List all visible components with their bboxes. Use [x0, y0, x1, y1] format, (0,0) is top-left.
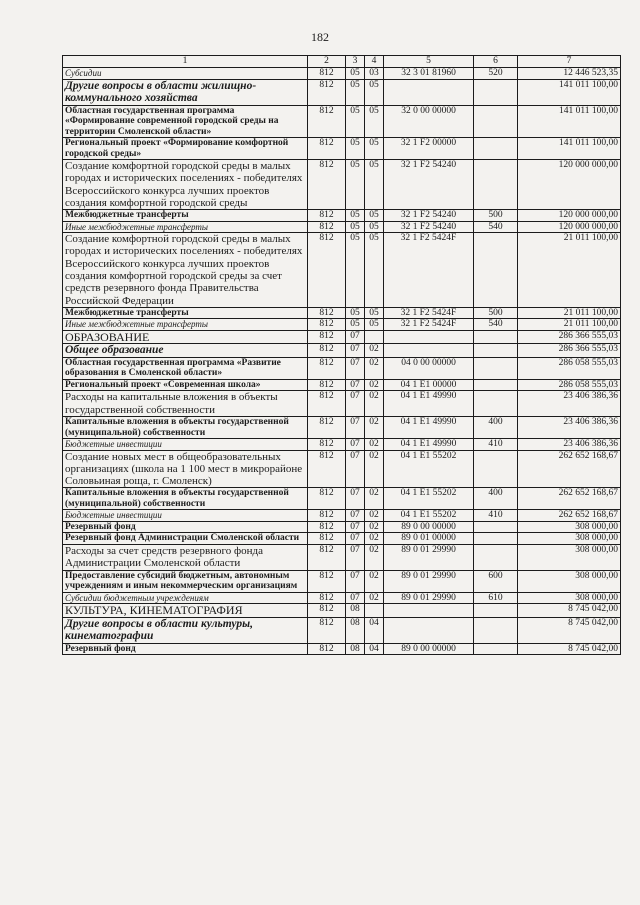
code-expense-type: 410: [474, 439, 518, 451]
row-name: Создание комфортной городской среды в малых городах и исторических поселениях - победителях Всероссийского конкурса лучших проектов создания комфортной городской среды за счет средств резервного фонда Правительства Российской Федерации: [63, 233, 308, 308]
code-expense-type: 610: [474, 592, 518, 604]
column-header-2: 2: [308, 56, 346, 68]
code-expense-type: 600: [474, 570, 518, 592]
table-row: [63, 604, 621, 618]
code-section: 05: [346, 105, 365, 138]
amount: 8 745 042,00: [518, 643, 621, 655]
table-row: [63, 344, 621, 358]
code-target-article: 89 0 01 29990: [384, 570, 474, 592]
code-subsection: 05: [365, 79, 384, 105]
code-section: 07: [346, 379, 365, 391]
table-row: [63, 450, 621, 488]
code-subsection: 02: [365, 510, 384, 522]
table-row: [63, 391, 621, 417]
amount: 141 011 100,00: [518, 105, 621, 138]
code-subsection: 05: [365, 138, 384, 160]
code-subsection: 02: [365, 344, 384, 358]
table-row: [63, 233, 621, 308]
column-header-7: 7: [518, 56, 621, 68]
code-subsection: 05: [365, 319, 384, 331]
code-ministry: 812: [308, 68, 346, 80]
row-name: Иные межбюджетные трансферты: [63, 221, 308, 233]
code-target-article: [384, 79, 474, 105]
amount: 120 000 000,00: [518, 221, 621, 233]
amount: 8 745 042,00: [518, 617, 621, 643]
code-ministry: 812: [308, 319, 346, 331]
table-row: [63, 160, 621, 210]
page-number: 182: [311, 30, 329, 44]
code-expense-type: 520: [474, 68, 518, 80]
amount: 8 745 042,00: [518, 604, 621, 618]
code-ministry: 812: [308, 330, 346, 344]
code-section: 07: [346, 417, 365, 439]
table-row: [63, 68, 621, 80]
amount: 23 406 386,36: [518, 439, 621, 451]
code-section: 07: [346, 344, 365, 358]
code-ministry: 812: [308, 450, 346, 488]
code-section: 05: [346, 221, 365, 233]
table-row: [63, 488, 621, 510]
table-row: [63, 521, 621, 533]
code-ministry: 812: [308, 160, 346, 210]
code-expense-type: 500: [474, 307, 518, 319]
code-section: 07: [346, 570, 365, 592]
row-name: Капитальные вложения в объекты государственной (муниципальной) собственности: [63, 488, 308, 510]
code-section: 08: [346, 617, 365, 643]
code-target-article: 32 1 F2 54240: [384, 221, 474, 233]
code-section: 05: [346, 307, 365, 319]
code-section: 08: [346, 604, 365, 618]
row-name: Создание новых мест в общеобразовательных организациях (школа на 1 100 мест в микрорайоне Соловьиная роща, г. Смоленск): [63, 450, 308, 488]
code-ministry: 812: [308, 221, 346, 233]
code-ministry: 812: [308, 391, 346, 417]
code-target-article: 89 0 01 00000: [384, 533, 474, 545]
code-ministry: 812: [308, 105, 346, 138]
code-ministry: 812: [308, 307, 346, 319]
code-ministry: 812: [308, 570, 346, 592]
column-header-5: 5: [384, 56, 474, 68]
code-section: 07: [346, 450, 365, 488]
row-name: Субсидии: [63, 68, 308, 80]
table-row: [63, 417, 621, 439]
code-expense-type: 400: [474, 488, 518, 510]
code-section: 07: [346, 391, 365, 417]
code-ministry: 812: [308, 379, 346, 391]
row-name: Областная государственная программа «Развитие образования в Смоленской области»: [63, 357, 308, 379]
table-row: [63, 379, 621, 391]
table-body: [63, 68, 621, 655]
row-name: Резервный фонд: [63, 643, 308, 655]
column-header-6: 6: [474, 56, 518, 68]
code-target-article: 32 1 F2 00000: [384, 138, 474, 160]
code-expense-type: 540: [474, 221, 518, 233]
table-row: [63, 79, 621, 105]
code-ministry: 812: [308, 439, 346, 451]
code-target-article: 04 1 E1 49990: [384, 417, 474, 439]
row-name: Капитальные вложения в объекты государственной (муниципальной) собственности: [63, 417, 308, 439]
code-target-article: [384, 330, 474, 344]
row-name: Расходы за счет средств резервного фонда Администрации Смоленской области: [63, 544, 308, 570]
code-expense-type: [474, 233, 518, 308]
code-expense-type: [474, 160, 518, 210]
amount: 12 446 523,35: [518, 68, 621, 80]
code-subsection: 02: [365, 592, 384, 604]
code-target-article: [384, 344, 474, 358]
code-target-article: 89 0 00 00000: [384, 643, 474, 655]
table-row: [63, 510, 621, 522]
row-name: Бюджетные инвестиции: [63, 510, 308, 522]
row-name: Другие вопросы в области жилищно-коммунального хозяйства: [63, 79, 308, 105]
code-expense-type: [474, 330, 518, 344]
code-target-article: 04 1 E1 55202: [384, 510, 474, 522]
code-expense-type: [474, 521, 518, 533]
column-header-4: 4: [365, 56, 384, 68]
row-name: Создание комфортной городской среды в малых городах и исторических поселениях - победителях Всероссийского конкурса лучших проектов создания комфортной городской среды: [63, 160, 308, 210]
code-section: 07: [346, 510, 365, 522]
code-expense-type: [474, 544, 518, 570]
table-row: [63, 570, 621, 592]
amount: 286 058 555,03: [518, 357, 621, 379]
table-row: [63, 357, 621, 379]
code-expense-type: [474, 79, 518, 105]
code-expense-type: [474, 344, 518, 358]
code-expense-type: 540: [474, 319, 518, 331]
table-row: [63, 105, 621, 138]
code-ministry: 812: [308, 344, 346, 358]
code-subsection: 02: [365, 533, 384, 545]
code-subsection: 02: [365, 521, 384, 533]
code-subsection: 02: [365, 357, 384, 379]
code-target-article: 32 0 00 00000: [384, 105, 474, 138]
code-target-article: 89 0 01 29990: [384, 544, 474, 570]
budget-table: [62, 55, 621, 655]
code-expense-type: [474, 643, 518, 655]
row-name: Расходы на капитальные вложения в объекты государственной собственности: [63, 391, 308, 417]
row-name: Областная государственная программа «Формирование современной городской среды на территории Смоленской области»: [63, 105, 308, 138]
code-subsection: 05: [365, 233, 384, 308]
code-section: 05: [346, 68, 365, 80]
amount: 23 406 386,36: [518, 391, 621, 417]
amount: 286 366 555,03: [518, 330, 621, 344]
code-target-article: [384, 617, 474, 643]
code-section: 05: [346, 138, 365, 160]
row-name: Межбюджетные трансферты: [63, 307, 308, 319]
code-expense-type: [474, 138, 518, 160]
row-name: ОБРАЗОВАНИЕ: [63, 330, 308, 344]
code-subsection: 02: [365, 379, 384, 391]
code-expense-type: [474, 533, 518, 545]
code-section: 05: [346, 79, 365, 105]
amount: 308 000,00: [518, 533, 621, 545]
row-name: КУЛЬТУРА, КИНЕМАТОГРАФИЯ: [63, 604, 308, 618]
amount: 308 000,00: [518, 544, 621, 570]
code-expense-type: [474, 105, 518, 138]
table-row: [63, 330, 621, 344]
code-subsection: 04: [365, 617, 384, 643]
amount: 262 652 168,67: [518, 488, 621, 510]
code-section: 07: [346, 488, 365, 510]
code-target-article: 32 3 01 81960: [384, 68, 474, 80]
amount: 141 011 100,00: [518, 79, 621, 105]
code-section: 05: [346, 319, 365, 331]
amount: 23 406 386,36: [518, 417, 621, 439]
code-ministry: 812: [308, 643, 346, 655]
code-section: 08: [346, 643, 365, 655]
code-section: 07: [346, 521, 365, 533]
code-subsection: 02: [365, 488, 384, 510]
code-subsection: [365, 330, 384, 344]
code-subsection: 02: [365, 439, 384, 451]
code-section: 07: [346, 357, 365, 379]
code-expense-type: [474, 357, 518, 379]
amount: 262 652 168,67: [518, 450, 621, 488]
amount: 120 000 000,00: [518, 210, 621, 222]
amount: 286 058 555,03: [518, 379, 621, 391]
code-target-article: 89 0 00 00000: [384, 521, 474, 533]
code-ministry: 812: [308, 79, 346, 105]
amount: 262 652 168,67: [518, 510, 621, 522]
row-name: Бюджетные инвестиции: [63, 439, 308, 451]
table-row: [63, 221, 621, 233]
row-name: Другие вопросы в области культуры, кинематографии: [63, 617, 308, 643]
row-name: Резервный фонд: [63, 521, 308, 533]
code-subsection: 02: [365, 391, 384, 417]
row-name: Региональный проект «Формирование комфортной городской среды»: [63, 138, 308, 160]
column-header-3: 3: [346, 56, 365, 68]
amount: 21 011 100,00: [518, 307, 621, 319]
table-row: [63, 643, 621, 655]
code-target-article: 04 1 E1 49990: [384, 391, 474, 417]
code-subsection: 05: [365, 221, 384, 233]
code-subsection: 02: [365, 450, 384, 488]
amount: 308 000,00: [518, 570, 621, 592]
row-name: Иные межбюджетные трансферты: [63, 319, 308, 331]
code-subsection: [365, 604, 384, 618]
amount: 21 011 100,00: [518, 319, 621, 331]
code-expense-type: 500: [474, 210, 518, 222]
code-target-article: 32 1 F2 54240: [384, 210, 474, 222]
code-target-article: 04 0 00 00000: [384, 357, 474, 379]
table-row: [63, 617, 621, 643]
code-target-article: 04 1 E1 49990: [384, 439, 474, 451]
table-row: [63, 138, 621, 160]
code-expense-type: 410: [474, 510, 518, 522]
code-section: 07: [346, 439, 365, 451]
code-subsection: 05: [365, 307, 384, 319]
code-target-article: 04 1 E1 00000: [384, 379, 474, 391]
code-ministry: 812: [308, 138, 346, 160]
code-target-article: 32 1 F2 5424F: [384, 307, 474, 319]
table-row: [63, 533, 621, 545]
amount: 308 000,00: [518, 592, 621, 604]
row-name: Общее образование: [63, 344, 308, 358]
table-row: [63, 439, 621, 451]
row-name: Межбюджетные трансферты: [63, 210, 308, 222]
code-target-article: 32 1 F2 5424F: [384, 319, 474, 331]
amount: 308 000,00: [518, 521, 621, 533]
code-expense-type: [474, 617, 518, 643]
table-row: [63, 210, 621, 222]
code-ministry: 812: [308, 521, 346, 533]
amount: 120 000 000,00: [518, 160, 621, 210]
amount: 286 366 555,03: [518, 344, 621, 358]
code-expense-type: [474, 450, 518, 488]
table-row: [63, 544, 621, 570]
header-row: [63, 56, 621, 68]
code-ministry: 812: [308, 533, 346, 545]
column-header-1: 1: [63, 56, 308, 68]
code-subsection: 03: [365, 68, 384, 80]
code-expense-type: [474, 604, 518, 618]
code-target-article: 32 1 F2 5424F: [384, 233, 474, 308]
amount: 141 011 100,00: [518, 138, 621, 160]
row-name: Субсидии бюджетным учреждениям: [63, 592, 308, 604]
code-section: 07: [346, 592, 365, 604]
table-row: [63, 319, 621, 331]
code-ministry: 812: [308, 604, 346, 618]
code-section: 07: [346, 544, 365, 570]
code-subsection: 02: [365, 570, 384, 592]
code-ministry: 812: [308, 210, 346, 222]
row-name: Резервный фонд Администрации Смоленской области: [63, 533, 308, 545]
code-target-article: [384, 604, 474, 618]
code-target-article: 89 0 01 29990: [384, 592, 474, 604]
code-ministry: 812: [308, 617, 346, 643]
amount: 21 011 100,00: [518, 233, 621, 308]
code-subsection: 02: [365, 417, 384, 439]
code-subsection: 05: [365, 105, 384, 138]
code-section: 05: [346, 233, 365, 308]
row-name: Региональный проект «Современная школа»: [63, 379, 308, 391]
code-subsection: 04: [365, 643, 384, 655]
code-expense-type: [474, 391, 518, 417]
code-target-article: 04 1 E1 55202: [384, 450, 474, 488]
code-ministry: 812: [308, 233, 346, 308]
code-expense-type: 400: [474, 417, 518, 439]
code-subsection: 02: [365, 544, 384, 570]
code-section: 07: [346, 533, 365, 545]
code-expense-type: [474, 379, 518, 391]
code-ministry: 812: [308, 592, 346, 604]
table-row: [63, 307, 621, 319]
code-target-article: 04 1 E1 55202: [384, 488, 474, 510]
code-subsection: 05: [365, 210, 384, 222]
table-row: [63, 592, 621, 604]
code-target-article: 32 1 F2 54240: [384, 160, 474, 210]
code-ministry: 812: [308, 417, 346, 439]
code-section: 05: [346, 210, 365, 222]
code-ministry: 812: [308, 510, 346, 522]
row-name: Предоставление субсидий бюджетным, автономным учреждениям и иным некоммерческим организациям: [63, 570, 308, 592]
code-subsection: 05: [365, 160, 384, 210]
code-ministry: 812: [308, 544, 346, 570]
code-section: 07: [346, 330, 365, 344]
code-ministry: 812: [308, 357, 346, 379]
code-section: 05: [346, 160, 365, 210]
code-ministry: 812: [308, 488, 346, 510]
